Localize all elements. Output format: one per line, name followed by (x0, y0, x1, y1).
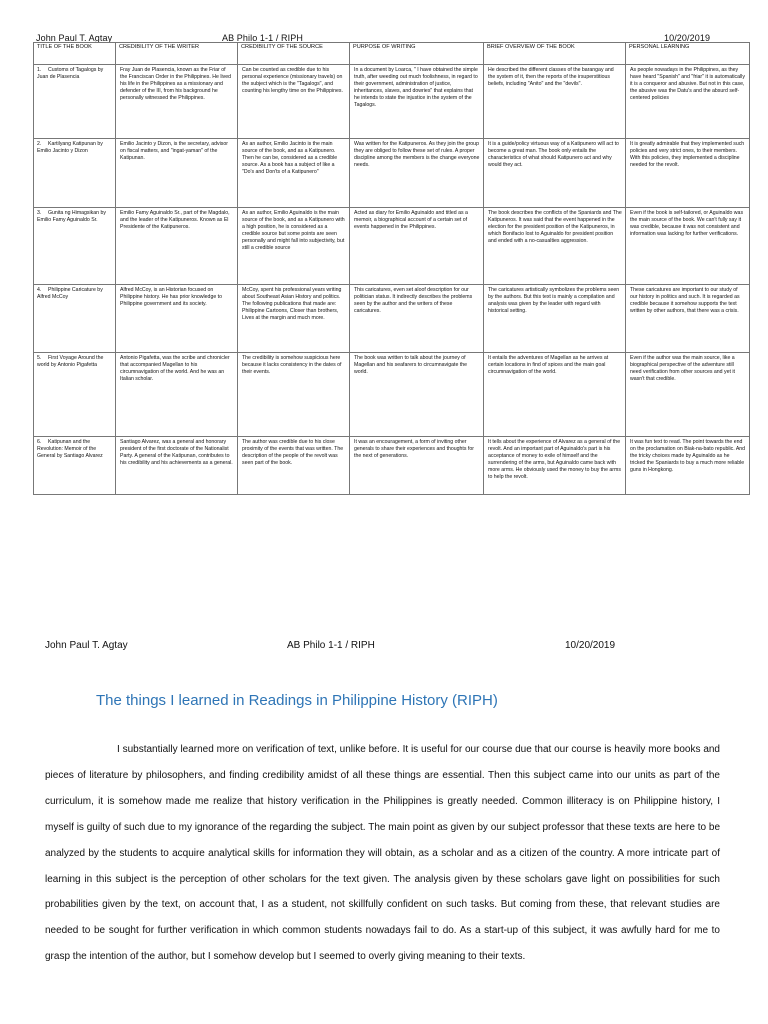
row-number: 6. (37, 439, 42, 445)
book-title-cell (34, 353, 116, 437)
learning-cell: As people nowadays in the Philippines, as they have heard "Spanish" and "friar" it is automatically it is a conqueror and abusive. But not in this case, the abusive was the Datu's and the absurd self-centered policies (626, 65, 750, 139)
table-row (34, 285, 750, 353)
overview-cell: He described the different classes of the barangay and the system of it, then the reports of the irsuperstitious beliefs, including "Anito" and the "devils". (484, 65, 626, 139)
course-label: AB Philo 1-1 / RIPH (222, 33, 303, 43)
purpose-cell: It was an encouragement, a form of inviting other generals to share their experiences and thoughts for the next of generations. (350, 437, 484, 495)
book-title: Customs of Tagalogs by Juan de Plasencia (37, 67, 104, 81)
writer-cell: Emilio Famy Aguinaldo Sr., part of the Magdalo, and the leader of the Katipuneros. Known as El Presidente of the Katipuneros. (116, 208, 238, 285)
book-title: Katipunan and the Revolution: Memoir of the General by Santiago Alvarez (37, 439, 103, 460)
source-cell: As an author, Emilio Jacinto is the main source of the book, and as a Katipunero. Then he can be, considered as a credible source. As a book has a subject of like a "Do's and Don'ts of a Katipunero" (238, 139, 350, 208)
book-title: First Voyage Around the world by Antonio Pigafetta (37, 355, 104, 369)
purpose-cell: Was written for the Katipuneros. As they join the group they are obliged to follow these set of rules. A proper discipline among the members is the change everyone needs. (350, 139, 484, 208)
essay-heading: The things I learned in Readings in Philippine History (RIPH) (96, 692, 498, 709)
author-name: John Paul T. Agtay (36, 33, 113, 43)
column-header: CREDIBILITY OF THE SOURCE (238, 43, 350, 65)
book-title: Philippine Caricature by Alfred McCoy (37, 287, 103, 301)
book-title-cell (34, 139, 116, 208)
book-title-cell (34, 65, 116, 139)
table-row (34, 139, 750, 208)
essay-paragraph: I substantially learned more on verification of text, unlike before. It is useful for our course due that our course is heavily more books and pieces of literature by philosophers, and finding credibility amidst of all these things are essential. Then this subject came into our units as part of the curriculum, it is somehow made me realize that history verification in the Philippines is greatly needed. Common illiteracy is on Philippine history, I myself is guilty of such due to my ignorance of the regarding the subject. The main point as given by our subject professor that these texts are here to be analyzed by the students to acquire analytical skills for information they will obtain, as a scholar and as a citizen of the country. A more intricate part of learning in this subject is the perception of other scholars for the text given. The analysis given by these scholars gave light on possibilities for such probabilities given by the text, on account that, I as a student, not skillfully confident on such tasks. But coming from these, that relevant studies are needed to be sought for further verification in which common students nowadays fail to do. As a start-up of this subject, it was awfully hard for me to grasp the intention of the author, but I somehow develop but I seemed to overly giving meaning to their texts. (45, 744, 720, 963)
table-header-row (34, 43, 750, 65)
date-label: 10/20/2019 (664, 33, 711, 43)
writer-cell: Alfred McCoy, is an Historian focused on Philippine history. He has prior knowledge to Philippine government and its society. (116, 285, 238, 353)
purpose-cell: In a document by Loarca, " I have obtained the simple truth, after weeding out much foolishness, in regard to their government, administration of justice, inheritances, slaves, and dowries" that explains that he intends to state the injustice in the system of the Tagalogs. (350, 65, 484, 139)
column-header: PURPOSE OF WRITING (350, 43, 484, 65)
purpose-cell: This caricatures, even set aloof description for our politician status. It indirectly describes the problems seen by the author and the writers of these caricatures. (350, 285, 484, 353)
learning-cell: It is greatly admirable that they implemented such policies and very strict ones, to their members. With this policies, they implemented a discipline needed for the revolt. (626, 139, 750, 208)
purpose-cell: The book was written to talk about the journey of Magellan and his seafarers to circumnavigate the world. (350, 353, 484, 437)
writer-cell: Fray Juan de Plasencia, known as the Friar of the Franciscan Order in the Philippines. He lived his life in the Philippines as a missionary and defender of the III, from his background he personally witnessed the Philippines. (116, 65, 238, 139)
overview-cell: The caricatures artistically symbolizes the problems seen by the authors. But this text is mainly a compilation and analysis was given by the leader with regard with historical setting. (484, 285, 626, 353)
essay-date-label: 10/20/2019 (565, 640, 616, 651)
riph-table (33, 42, 750, 495)
writer-cell: Emilio Jacinto y Dizon, is the secretary, advisor on fiscal matters, and "ingat-yaman" of the Katipunan. (116, 139, 238, 208)
column-header: BRIEF OVERVIEW OF THE BOOK (484, 43, 626, 65)
learning-cell: Even if the book is self-tailored, or Aguinaldo was the main source of the book. We can't fully say it was credible, because it was not consistent and information was lacking for further verifications. (626, 208, 750, 285)
learning-cell: It was fun text to read. The point towards the end on the proclamation on Biak-na-bato republic. And the tricky choices made by Aguinaldo as he tricked the Spaniards to buy a much more reliable guns in Hongkong. (626, 437, 750, 495)
column-header: CREDIBILITY OF THE WRITER (116, 43, 238, 65)
overview-cell: It tells about the experience of Alvarez as a general of the revolt. And an important part of Aguinaldo's part is his acceptance of money to exile of himself and the surrendering of the arms, but Aguinaldo came back with more arms. He obviously used the money to buy the arms to help the revolt. (484, 437, 626, 495)
writer-cell: Antonio Pigafetta, was the scribe and chronicler that accompanied Magellan to his circumnavigation of the world. And he was an Italian scholar. (116, 353, 238, 437)
essay-course-label: AB Philo 1-1 / RIPH (287, 640, 375, 651)
source-cell: Can be counted as credible due to his personal experience (missionary travels) on the subject which is the "Tagalogs", and counting his lengthy time on the Philippines. (238, 65, 350, 139)
learning-cell: These caricatures are important to our study of our history in politics and such. It is regarded as credible because it somehow supports the text written by other authors, that there was a crisis. (626, 285, 750, 353)
row-number: 5. (37, 355, 42, 361)
column-header: TITLE OF THE BOOK (34, 43, 116, 65)
overview-cell: It is a guide/policy virtuous way of a Katipunero will act to become a great man. The book only entails the characteristics of what should Katipunero act and why would they act. (484, 139, 626, 208)
book-title-cell (34, 208, 116, 285)
table-row (34, 208, 750, 285)
source-cell: The credibility is somehow suspicious here because it lacks consistency in the dates of their events. (238, 353, 350, 437)
learning-cell: Even if the author was the main source, like a biographical perspective of the adventure still need verification from other sources and yet it wasn't that credible. (626, 353, 750, 437)
row-number: 2. (37, 141, 42, 147)
source-cell: The author was credible due to his close proximity of the events that was written. The description of the people of the revolt was seen part of the book. (238, 437, 350, 495)
writer-cell: Santiago Alvarez, was a general and honorary president of the first doctorate of the Nationalist Party. A general of the Katipunan, contributes to his credibility and his achievements as a general. (116, 437, 238, 495)
overview-cell: The book describes the conflicts of the Spaniards and The Katipuneros. It was said that the event happened in the election for the president position of the Katipuneros, in which Bonifacio lost to Aguinaldo for president position and ended with a no-casualties aggression. (484, 208, 626, 285)
overview-cell: It entails the adventures of Magellan as he arrives at certain locations in find of spices and the main goal circumnavigation of the world. (484, 353, 626, 437)
source-cell: McCoy, spent his professional years writing about Southeast Asian History and politics. The following publications that made are: Philippine Cartoons, Closer than brothers, Lives at the margin and much more. (238, 285, 350, 353)
purpose-cell: Acted as diary for Emilio Aguinaldo and titled as a memoir, a biographical account of a certain set of events happened in the Philippines. (350, 208, 484, 285)
book-title: Gunita ng Himagsikan by Emilio Famy Aguinaldo Sr. (37, 210, 106, 224)
table-row (34, 65, 750, 139)
row-number: 3. (37, 210, 42, 216)
book-title-cell (34, 437, 116, 495)
book-title-cell (34, 285, 116, 353)
row-number: 4. (37, 287, 42, 293)
book-title: Kartilyang Katipunan by Emilio Jacinto y Dizon (37, 141, 103, 155)
source-cell: As an author, Emilio Aguinaldo is the main source of the book, and as a Katipunero with a high position, he is considered as a credible source but some points are seen personally and might fall into subjectivity, but still a credible source (238, 208, 350, 285)
row-number: 1. (37, 67, 42, 73)
table-row (34, 437, 750, 495)
table-row (34, 353, 750, 437)
essay-author-name: John Paul T. Agtay (45, 640, 128, 651)
column-header: PERSONAL LEARNING (626, 43, 750, 65)
